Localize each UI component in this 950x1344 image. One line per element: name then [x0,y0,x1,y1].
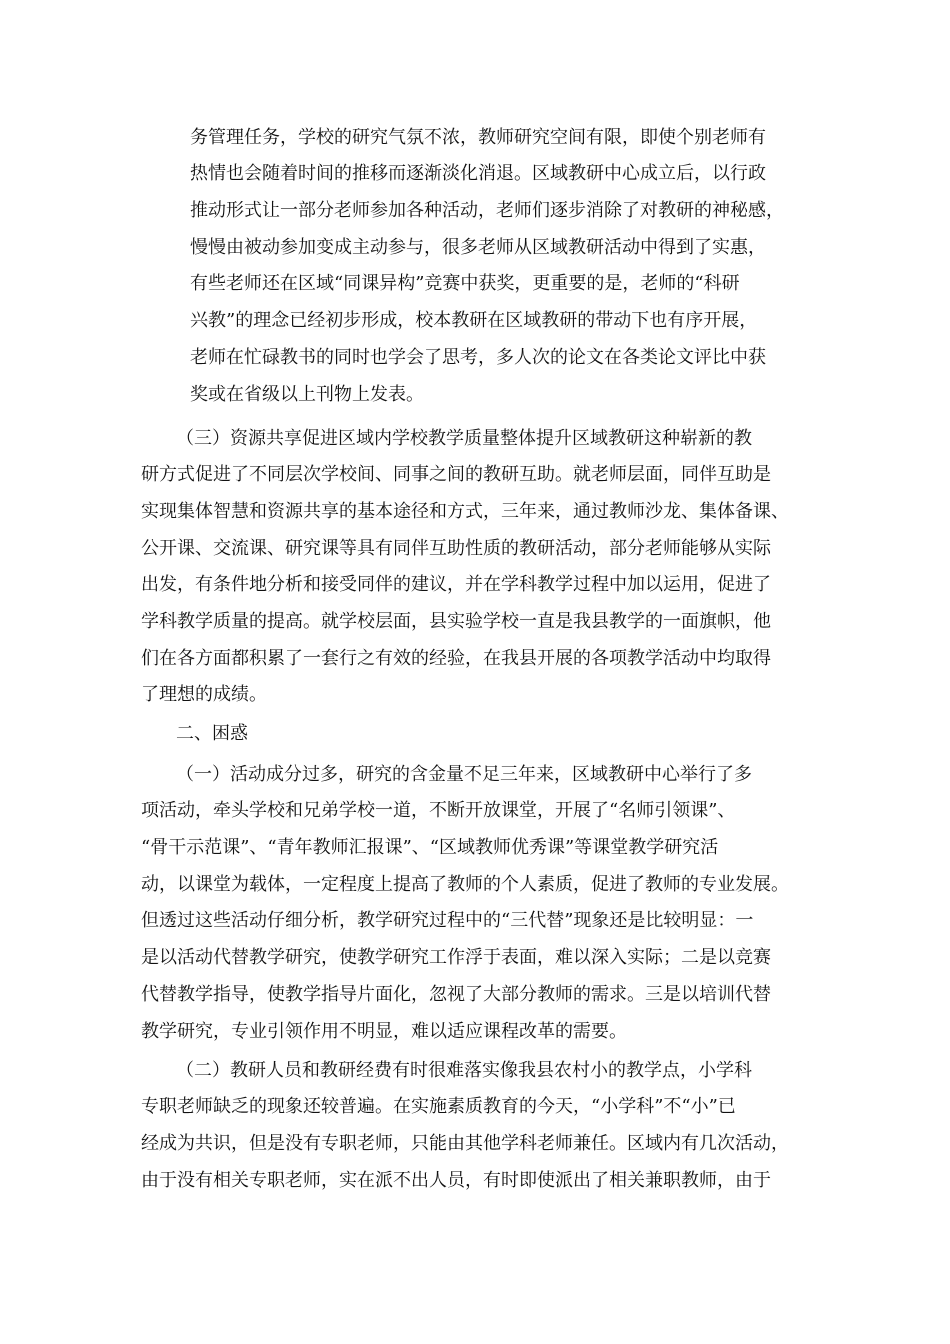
text-line: （二）教研人员和教研经费有时很难落实像我县农村小的教学点，小学科 [176,1060,752,1081]
text-line: 奖或在省级以上刊物上发表。 [190,384,424,405]
text-line: 们在各方面都积累了一套行之有效的经验，在我县开展的各项教学活动中均取得 [141,648,771,669]
text-line: 但透过这些活动仔细分析，教学研究过程中的“三代替”现象还是比较明显：一 [141,910,754,931]
text-line: 热情也会随着时间的推移而逐渐淡化消退。区域教研中心成立后，以行政 [190,163,766,184]
text-line: 出发，有条件地分析和接受同伴的建议，并在学科教学过程中加以运用，促进了 [141,574,771,595]
text-line: 慢慢由被动参加变成主动参与，很多老师从区域教研活动中得到了实惠， [190,237,766,258]
text-line: 项活动，牵头学校和兄弟学校一道，不断开放课堂，开展了“名师引领课”、 [141,800,736,821]
text-line: 研方式促进了不同层次学校间、同事之间的教研互助。就老师层面，同伴互助是 [141,464,771,485]
text-line: 老师在忙碌教书的同时也学会了思考，多人次的论文在各类论文评比中获 [190,347,766,368]
text-line: （三）资源共享促进区域内学校教学质量整体提升区域教研这种崭新的教 [176,428,752,449]
text-line: 实现集体智慧和资源共享的基本途径和方式，三年来，通过教师沙龙、集体备课、 [141,501,789,522]
section-heading: 二、困惑 [176,723,248,744]
text-line: “骨干示范课”、“青年教师汇报课”、“区域教师优秀课”等课堂教学研究活 [141,837,719,858]
text-line: 兴教”的理念已经初步形成，校本教研在区域教研的带动下也有序开展， [190,310,758,331]
text-line: 教学研究，专业引领作用不明显，难以适应课程改革的需要。 [141,1021,627,1042]
text-line: 代替教学指导，使教学指导片面化，忽视了大部分教师的需求。三是以培训代替 [141,984,771,1005]
text-line: 经成为共识，但是没有专职老师，只能由其他学科老师兼任。区域内有几次活动， [141,1133,789,1154]
text-line: 学科教学质量的提高。就学校层面，县实验学校一直是我县教学的一面旗帜，他 [141,611,771,632]
text-line: 务管理任务，学校的研究气氛不浓，教师研究空间有限，即使个别老师有 [190,127,766,148]
text-line: 有些老师还在区域“同课异构”竞赛中获奖，更重要的是，老师的“科研 [190,273,740,294]
text-line: 专职老师缺乏的现象还较普遍。在实施素质教育的今天，“小学科”不“小”已 [141,1096,736,1117]
text-line: 公开课、交流课、研究课等具有同伴互助性质的教研活动，部分老师能够从实际 [141,538,771,559]
text-line: 了理想的成绩。 [141,684,267,705]
text-line: 动，以课堂为载体，一定程度上提高了教师的个人素质，促进了教师的专业发展。 [141,874,789,895]
text-line: （一）活动成分过多，研究的含金量不足三年来，区域教研中心举行了多 [176,764,752,785]
text-line: 推动形式让一部分老师参加各种活动，老师们逐步消除了对教研的神秘感， [190,200,784,221]
text-line: 是以活动代替教学研究，使教学研究工作浮于表面，难以深入实际；二是以竞赛 [141,947,771,968]
text-line: 由于没有相关专职老师，实在派不出人员，有时即使派出了相关兼职教师，由于 [141,1170,771,1191]
